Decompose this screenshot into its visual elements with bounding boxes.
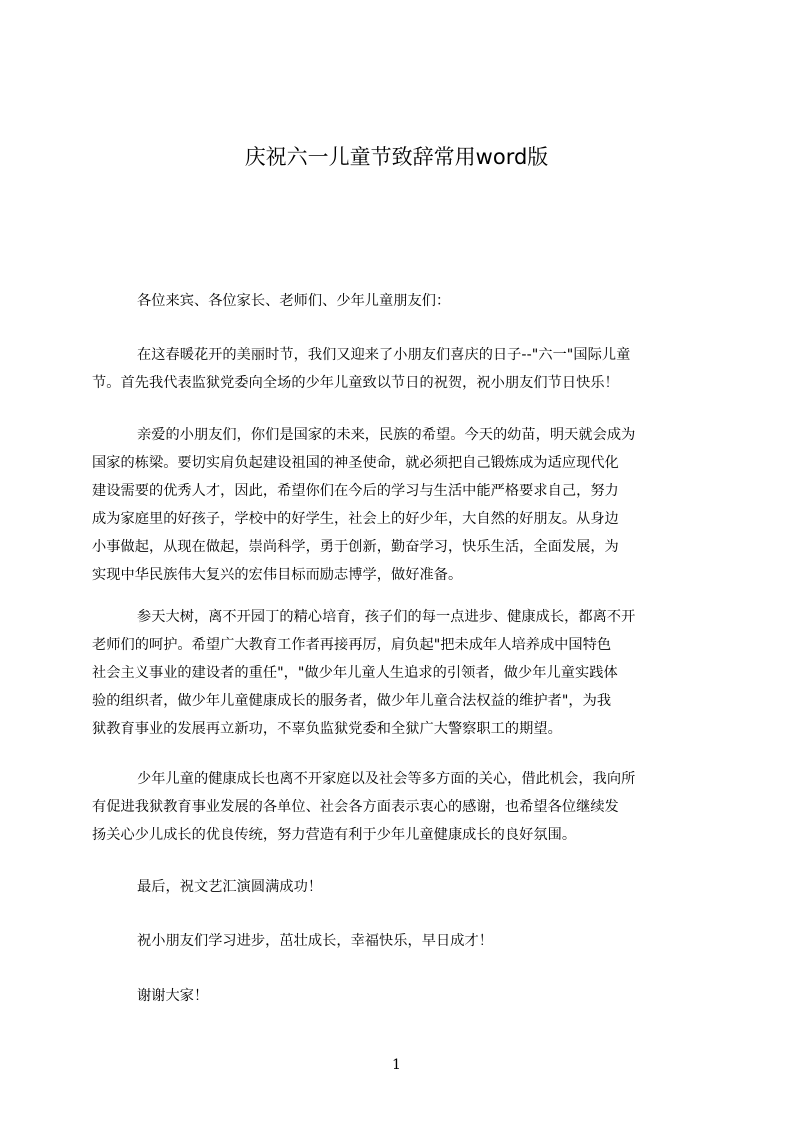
closing-3 — [92, 982, 700, 1010]
paragraph-2 — [92, 421, 700, 589]
paragraph-line: 扬关心少儿成长的优良传统，努力营造有利于少年儿童健康成长的良好氛围。 — [92, 827, 577, 843]
paragraph-line: 参天大树，离不开园丁的精心培育，孩子们的每一点进步、健康成长，都离不开 — [137, 609, 636, 625]
paragraph-line: 有促进我狱教育事业发展的各单位、社会各方面表示衷心的感谢，也希望各位继续发 — [92, 799, 619, 815]
paragraph-line: 实现中华民族伟大复兴的宏伟目标而励志博学，做好准备。 — [92, 567, 463, 583]
paragraph-line: 社会主义事业的建设者的重任"，"做少年儿童人生追求的引领者，做少年儿童实践体 — [92, 665, 618, 681]
paragraph-4 — [92, 765, 700, 849]
paragraph-line: 在这春暖花开的美丽时节，我们又迎来了小朋友们喜庆的日子--"六一"国际儿童 — [137, 347, 631, 363]
closing-line: 祝小朋友们学习进步，茁壮成长，幸福快乐，早日成才！ — [137, 933, 493, 949]
paragraph-line: 狱教育事业的发展再立新功，不辜负监狱党委和全狱广大警察职工的期望。 — [92, 721, 562, 737]
paragraph-line: 国家的栋梁。要切实肩负起建设祖国的神圣使命，就必须把自己锻炼成为适应现代化 — [92, 455, 619, 471]
paragraph-line: 建设需要的优秀人才，因此，希望你们在今后的学习与生活中能严格要求自己，努力 — [92, 483, 619, 499]
salutation-text: 各位来宾、各位家长、老师们、少年儿童朋友们： — [137, 293, 451, 309]
paragraph-line: 小事做起，从现在做起，崇尚科学，勇于创新，勤奋学习，快乐生活，全面发展，为 — [92, 539, 619, 555]
closing-1 — [92, 873, 700, 901]
closing-line: 最后，祝文艺汇演圆满成功！ — [137, 879, 323, 895]
closing-line: 谢谢大家！ — [137, 988, 209, 1004]
paragraph-line: 成为家庭里的好孩子，学校中的好学生，社会上的好少年，大自然的好朋友。从身边 — [92, 511, 619, 527]
page-number: 1 — [392, 1057, 401, 1073]
paragraph-line: 老师们的呵护。希望广大教育工作者再接再厉，肩负起"把未成年人培养成中国特色 — [92, 637, 612, 653]
document-title: 庆祝六一儿童节致辞常用word版 — [244, 145, 549, 169]
closing-2 — [92, 927, 700, 955]
paragraph-line: 亲爱的小朋友们，你们是国家的未来，民族的希望。今天的幼苗，明天就会成为 — [137, 427, 636, 443]
paragraph-line: 节。首先我代表监狱党委向全场的少年儿童致以节日的祝贺，祝小朋友们节日快乐！ — [92, 375, 619, 391]
paragraph-line: 验的组织者，做少年儿童健康成长的服务者，做少年儿童合法权益的维护者"，为我 — [92, 693, 612, 709]
paragraph-line: 少年儿童的健康成长也离不开家庭以及社会等多方面的关心，借此机会，我向所 — [137, 771, 636, 787]
paragraph-3 — [92, 603, 700, 743]
salutation — [92, 287, 700, 315]
paragraph-1 — [92, 341, 700, 397]
